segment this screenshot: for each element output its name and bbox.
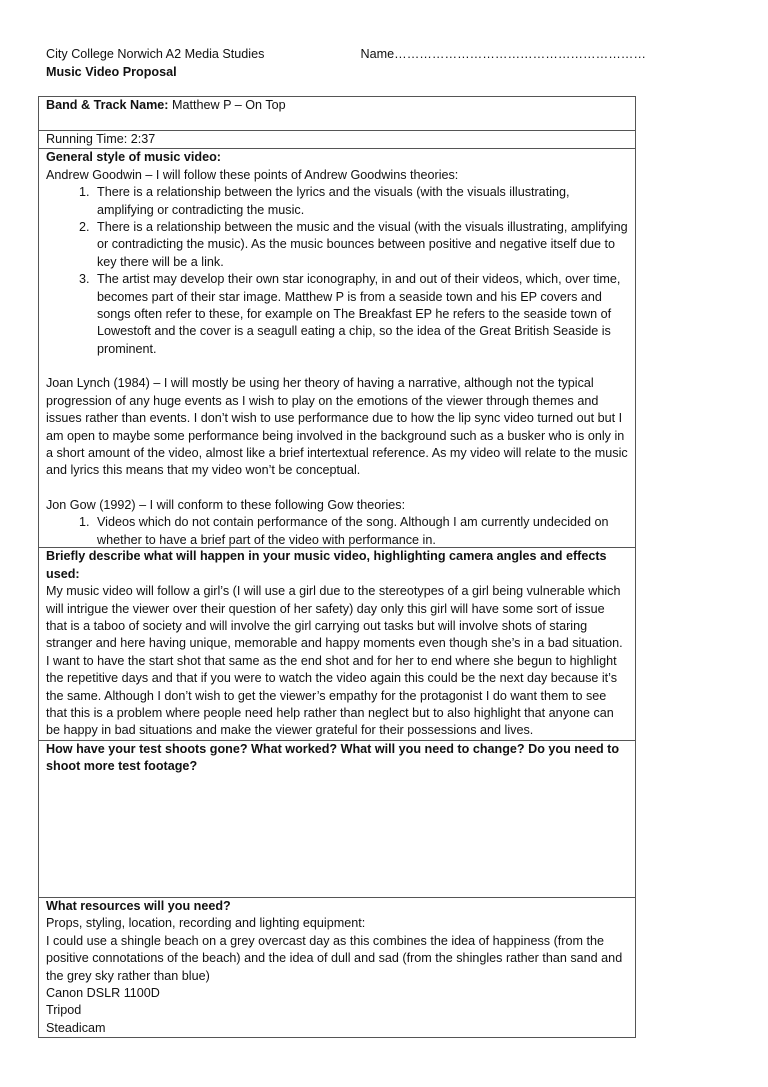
resource-item: Steadicam [46, 1020, 106, 1035]
goodwin-point: 2. There is a relationship between the music and the visual (with the visuals illustrating, amplifying or contradicting the music). As the music bounces between positive and negative itself due to key there will be a link. [93, 219, 629, 271]
header-row [46, 46, 646, 64]
resources-subheading: Props, styling, location, recording and lighting equipment: [46, 916, 366, 931]
resource-item: Canon DSLR 1100D [46, 985, 160, 1000]
name-field: Name…………………………………………………… [360, 47, 646, 61]
tests-cell [39, 740, 636, 897]
lynch-paragraph: Joan Lynch (1984) – I will mostly be using her theory of having a narrative, although not the typical progression of any huge events as I wish to play on the emotions of the viewer through themes and issues rather than events. I don’t wish to use performance due to how the lip sync video turned out but I am open to maybe some performance being involved in the background such as a busker who is only in a short amount of the video, almost like a brief intertextual reference. As my video will relate to the music and lyrics this means that my video won’t be conceptual. [46, 376, 628, 478]
running-time-row [39, 131, 636, 149]
proposal-form [38, 96, 636, 1038]
gow-list [46, 514, 629, 547]
band-cell [39, 97, 636, 131]
style-row [39, 149, 636, 548]
goodwin-intro: Andrew Goodwin – I will follow these points of Andrew Goodwins theories: [46, 167, 459, 182]
page-title: Music Video Proposal [46, 65, 177, 79]
style-cell [39, 149, 636, 548]
gow-point: 1. Videos which do not contain performance of the song. Although I am currently undecided on whether to have a brief part of the video with performance in. [93, 514, 629, 547]
gow-intro: Jon Gow (1992) – I will conform to these following Gow theories: [46, 497, 406, 512]
goodwin-list [46, 184, 629, 358]
band-value: Matthew P – On Top [168, 98, 286, 112]
resources-body: I could use a shingle beach on a grey overcast day as this combines the idea of happiness (from the positive connotations of the beach) and the idea of dull and sad (from the shingles rather than sand and the grey sky rather than blue) [46, 933, 623, 983]
tests-row [39, 740, 636, 897]
tests-heading: How have your test shoots gone? What worked? What will you need to change? Do you need to shoot more test footage? [46, 741, 620, 774]
band-label: Band & Track Name: [46, 98, 169, 112]
describe-cell [39, 548, 636, 740]
goodwin-point: 1. There is a relationship between the lyrics and the visuals (with the visuals illustrating, amplifying or contradicting the music. [93, 184, 629, 219]
describe-body: My music video will follow a girl’s (I will use a girl due to the stereotypes of a girl being vulnerable which will intrigue the viewer over their question of her safety) day only this girl will have some sort of issue that is a taboo of society and will involve the girl carrying out tasks but will involve shots of staring stranger and here having unique, memorable and happy moments even though she’s in a bad situation. I want to have the start shot that same as the end shot and for her to end where she begun to highlight the repetitive days and that if you were to watch the video again this could be the next day because it’s the same. Although I don’t wish to get the viewer’s empathy for the protagonist I do want them to see that this is a problem where people need help rather than neglect but to also highlight that anyone can be happy in bad situations and make the viewer grateful for their possessions and lives. [46, 584, 623, 738]
style-content [46, 149, 629, 547]
college-label: City College Norwich A2 Media Studies [46, 47, 265, 61]
running-time-cell: Running Time: 2:37 [39, 131, 636, 149]
spacer [46, 358, 629, 375]
resources-row [39, 897, 636, 1037]
page-header [46, 46, 646, 81]
resources-cell [39, 897, 636, 1037]
resources-heading: What resources will you need? [46, 898, 231, 913]
spacer [46, 480, 629, 497]
band-row [39, 97, 636, 131]
describe-heading: Briefly describe what will happen in your music video, highlighting camera angles and effects used: [46, 549, 607, 581]
goodwin-point: 3. The artist may develop their own star iconography, in and out of their videos, which, over time, becomes part of their star image. Matthew P is from a seaside town and his EP covers and songs often refer to these, for example on The Breakfast EP he refers to the seaside town of Lowestoft and the cover is a seagull eating a chip, so the idea of the Great British Seaside is prominent. [93, 271, 629, 358]
resource-item: Tripod [46, 1003, 82, 1018]
style-heading: General style of music video: [46, 150, 221, 165]
describe-row [39, 548, 636, 740]
